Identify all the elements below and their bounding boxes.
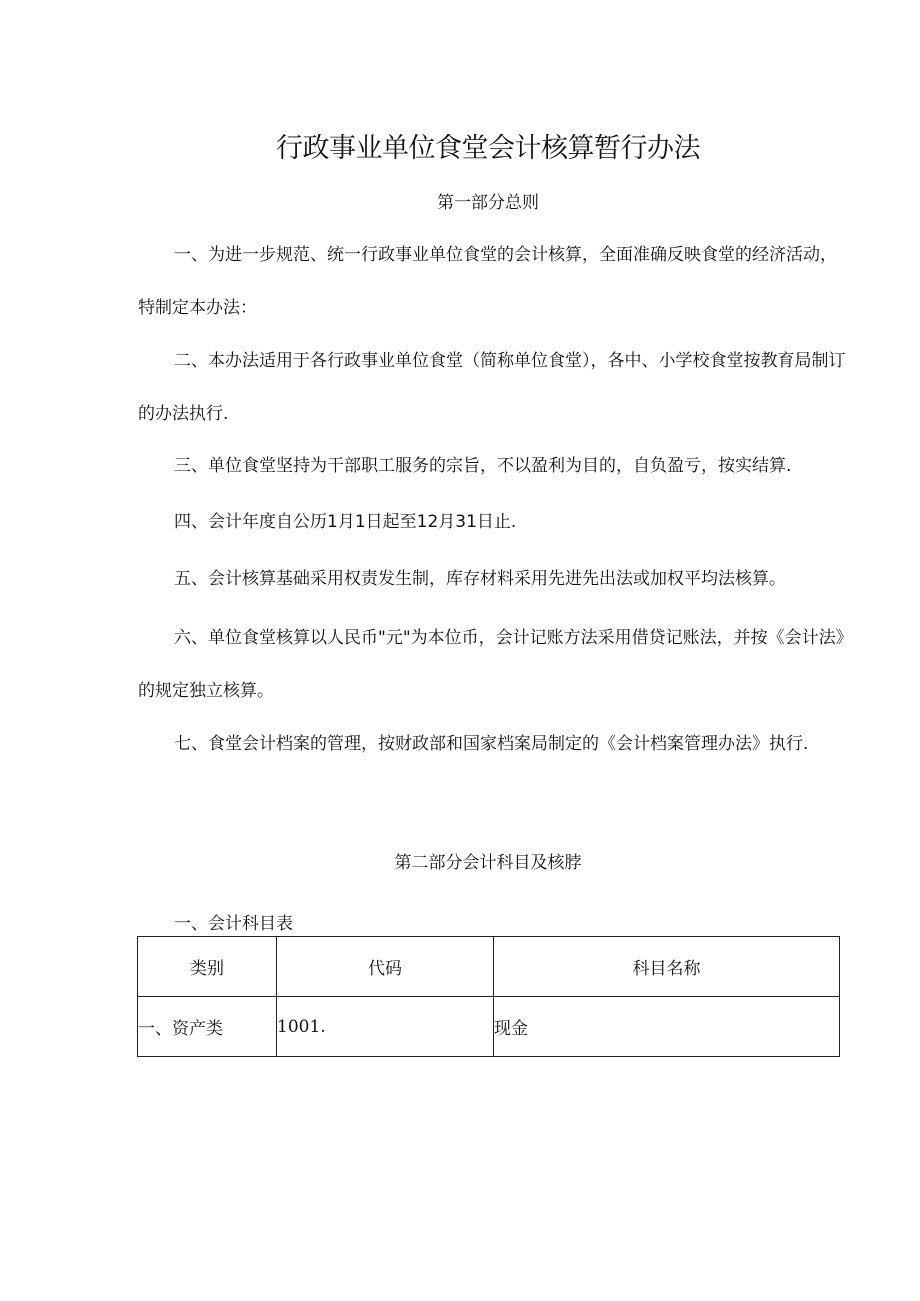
cell-category: 一、资产类 <box>138 997 277 1057</box>
table-caption: 一、会计科目表 <box>174 914 293 934</box>
paragraph-7: 七、食堂会计档案的管理，按财政部和国家档案局制定的《会计档案管理办法》执行. <box>174 734 809 754</box>
table-row <box>138 997 840 1057</box>
paragraph-3: 三、单位食堂坚持为干部职工服务的宗旨，不以盈利为目的，自负盈亏，按实结算. <box>174 456 792 476</box>
part2-heading: 第二部分会计科目及核脖 <box>394 853 582 873</box>
paragraph-1: 一、为进一步规范、统一行政事业单位食堂的会计核算，全面准确反映食堂的经济活动，特制定本办法： <box>138 245 837 318</box>
part1-heading: 第一部分总则 <box>437 193 539 213</box>
paragraph-4: 四、会计年度自公历1月1日起至12月31日止. <box>174 512 517 532</box>
accounting-subjects-table <box>137 936 840 1057</box>
header-code: 代码 <box>277 937 494 997</box>
paragraph-5: 五、会计核算基础采用权责发生制，库存材料采用先进先出法或加权平均法核算。 <box>174 569 786 589</box>
cell-code: 1001. <box>277 997 494 1057</box>
document-title: 行政事业单位食堂会计核算暂行办法 <box>276 133 700 164</box>
cell-subject-name: 现金 <box>494 997 840 1057</box>
header-subject-name: 科目名称 <box>494 937 840 997</box>
paragraph-2: 二、本办法适用于各行政事业单位食堂（简称单位食堂），各中、小学校食堂按教育局制订的办法执行. <box>138 351 846 424</box>
paragraph-6: 六、单位食堂核算以人民币"元"为本位币，会计记账方法采用借贷记账法，并按《会计法》的规定独立核算。 <box>138 628 845 701</box>
table-header-row <box>138 937 840 997</box>
header-category: 类别 <box>138 937 277 997</box>
